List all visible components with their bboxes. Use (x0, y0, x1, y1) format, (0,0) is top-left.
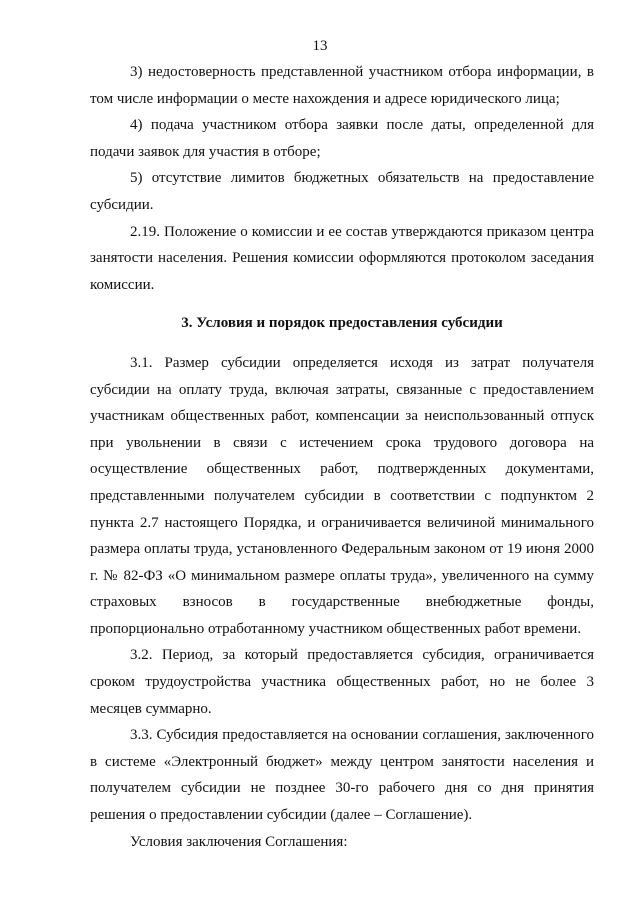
paragraph-agreement-conditions: Условия заключения Соглашения: (130, 833, 348, 850)
document-body (90, 59, 594, 855)
page-number: 13 (312, 38, 328, 54)
paragraph-item-4: 4) подача участником отбора заявки после даты, определенной для подачи заявок для участия в отборе; (90, 117, 594, 160)
paragraph-item-5: 5) отсутствие лимитов бюджетных обязательств на предоставление субсидии. (90, 170, 594, 213)
paragraph-3-2: 3.2. Период, за который предоставляется субсидия, ограничивается сроком трудоустройства участника общественных работ, но не более 3 месяцев суммарно. (90, 647, 594, 717)
paragraph-3-3: 3.3. Субсидия предоставляется на основании соглашения, заключенного в системе «Электронный бюджет» между центром занятости населения и получателем субсидии не позднее 30-го рабочего дня со дня принятия решения о предоставлении субсидии (далее – Соглашение). (90, 727, 594, 824)
paragraph-3-1: 3.1. Размер субсидии определяется исходя из затрат получателя субсидии на оплату труда, включая затраты, связанные с предоставлением участникам общественных работ, компенсации за неиспользованный отпуск при увольнении в связи с истечением срока трудового договора на осуществление общественных работ, подтвержденных документами, представленными получателем субсидии в соответствии с подпунктом 2 пункта 2.7 настоящего Порядка, и ограничивается величиной минимального размера оплаты труда, установленного Федеральным законом от 19 июня 2000 г. № 82-ФЗ «О минимальном размере оплаты труда», увеличенного на сумму страховых взносов в государственные внебюджетные фонды, пропорционально отработанному участником общественных работ времени. (90, 354, 594, 637)
section-heading: 3. Условия и порядок предоставления субсидии (181, 315, 503, 332)
paragraph-item-3: 3) недостоверность представленной участником отбора информации, в том числе информации о месте нахождения и адресе юридического лица; (90, 64, 594, 107)
paragraph-2-19: 2.19. Положение о комиссии и ее состав утверждаются приказом центра занятости населения. Решения комиссии оформляются протоколом заседания комиссии. (90, 223, 594, 293)
